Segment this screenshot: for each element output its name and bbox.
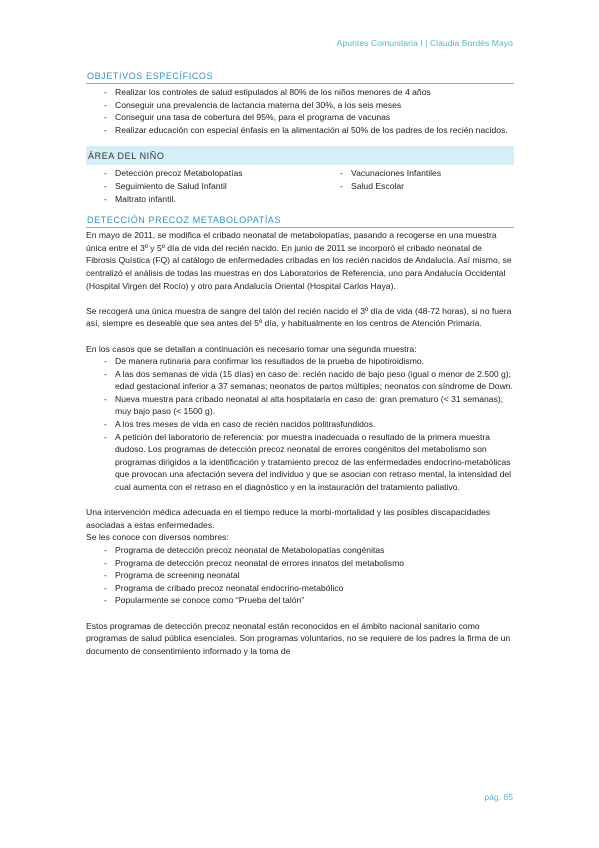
paragraph: En los casos que se detallan a continuación es necesario tomar una segunda muestra:	[86, 343, 417, 354]
page-number: pág. 85	[484, 792, 513, 802]
paragraph: En mayo de 2011, se modifica el cribado neonatal de metabolopatías, pasando a recogerse en una muestra única entre el 3º y 5º día de vida del recién nacido. En junio de 2011 se incorporó el cribado neonatal de Fibrosis Quística (FQ) al catálogo de enfermedades cribadas en los recién nacidos de Andalucía. Así mismo, se centralizó el análisis de todas las muestras en dos Laboratorios de Referencia, uno para Andalucía Occidental (Hospital Virgen del Rocío) y otro para Andalucía Oriental (Hospital Carlos Haya).	[86, 230, 512, 291]
list-item: - Conseguir una tasa de cobertura del 95%, para el programa de vacunas	[86, 111, 514, 124]
section-title-area: ÁREA DEL NIÑO	[86, 146, 514, 165]
list-item: - Maltrato infantil.	[86, 193, 322, 206]
paragraph: Estos programas de detección precoz neonatal están reconocidos en el ámbito nacional sanitario como programas de salud pública esenciales. Son programas voluntarios, no se requiere de los padres la firma de un documento de consentimiento informado y la toma de	[86, 620, 511, 656]
nombres-list	[86, 544, 514, 607]
paragraph: Una intervención médica adecuada en el tiempo reduce la morbi-mortalidad y las posibles discapacidades asociadas a estas enfermedades.	[86, 507, 491, 530]
section-title-objetivos: OBJETIVOS ESPECÍFICOS	[86, 70, 514, 84]
list-item: - Realizar educación con especial énfasis en la alimentación al 50% de los padres de los recién nacidos.	[86, 124, 514, 137]
list-item: - Popularmente se conoce como “Prueba del talón”	[86, 594, 514, 607]
list-item: - Seguimiento de Salud Infantil	[86, 180, 322, 193]
objetivos-list	[86, 86, 514, 136]
segunda-muestra-list	[86, 355, 514, 494]
list-item: - Conseguir una prevalencia de lactancia materna del 30%, a los seis meses	[86, 99, 514, 112]
list-item: - Programa de detección precoz neonatal de errores innatos del metabolismo	[86, 557, 514, 570]
list-item: - De manera rutinaria para confirmar los resultados de la prueba de hipotiroidismo.	[86, 355, 514, 368]
paragraph: Se recogerá una única muestra de sangre del talón del recién nacido el 3º día de vida (48-72 horas), si no fuera así, siempre es deseable que sea antes del 5º día, y habitualmente en los centros de Atención Primaria.	[86, 305, 512, 329]
list-item: - Realizar los controles de salud estipulados al 80% de los niños menores de 4 años	[86, 86, 514, 99]
list-item: - Salud Escolar	[322, 180, 514, 193]
list-item: - Programa de cribado precoz neonatal endocrino-metabólico	[86, 582, 514, 595]
list-item: - Vacunaciones Infantiles	[322, 167, 514, 180]
list-item: - Programa de screening neonatal	[86, 569, 514, 582]
list-item: - Nueva muestra para cribado neonatal al alta hospitalaria en caso de: gran prematuro (< 31 semanas); muy bajo paso (< 1500 g).	[86, 393, 514, 418]
list-item: - Programa de detección precoz neonatal de Metabolopatías congénitas	[86, 544, 514, 557]
area-list-col2	[322, 167, 514, 205]
page-header: Apuntes Comunitaria I | Claudia Bordés Mayo	[336, 38, 513, 48]
list-item: - A petición del laboratorio de referencia: por muestra inadecuada o resultado de la primera muestra dudoso. Los programas de detección precoz neonatal de errores congénitos del metabolismo son programas dirigidos a la identificación y tratamiento precoz de las enfermedades endocrino-metabólicas que provocan una afectación severa del individuo y que se asocian con retraso mental, la intensidad del cual aumenta con el retraso en el diagnóstico y en la instauración del tratamiento paliativo.	[86, 431, 514, 494]
list-item: - A los tres meses de vida en caso de recién nacidos politrasfundidos.	[86, 418, 514, 431]
paragraph: Se les conoce con diversos nombres:	[86, 532, 229, 543]
list-item: - Detección precoz Metabolopatías	[86, 167, 322, 180]
page-content	[86, 70, 514, 657]
area-list-col1	[86, 167, 322, 205]
list-item: - A las dos semanas de vida (15 días) en caso de: recién nacido de bajo peso (igual o menor de 2.500 g); edad gestacional inferior a 37 semanas; neonatos de partos múltiples; neonatos con síndrome de Down.	[86, 368, 514, 393]
area-list	[86, 167, 514, 205]
section-title-deteccion: DETECCIÓN PRECOZ METABOLOPATÍAS	[86, 214, 514, 228]
